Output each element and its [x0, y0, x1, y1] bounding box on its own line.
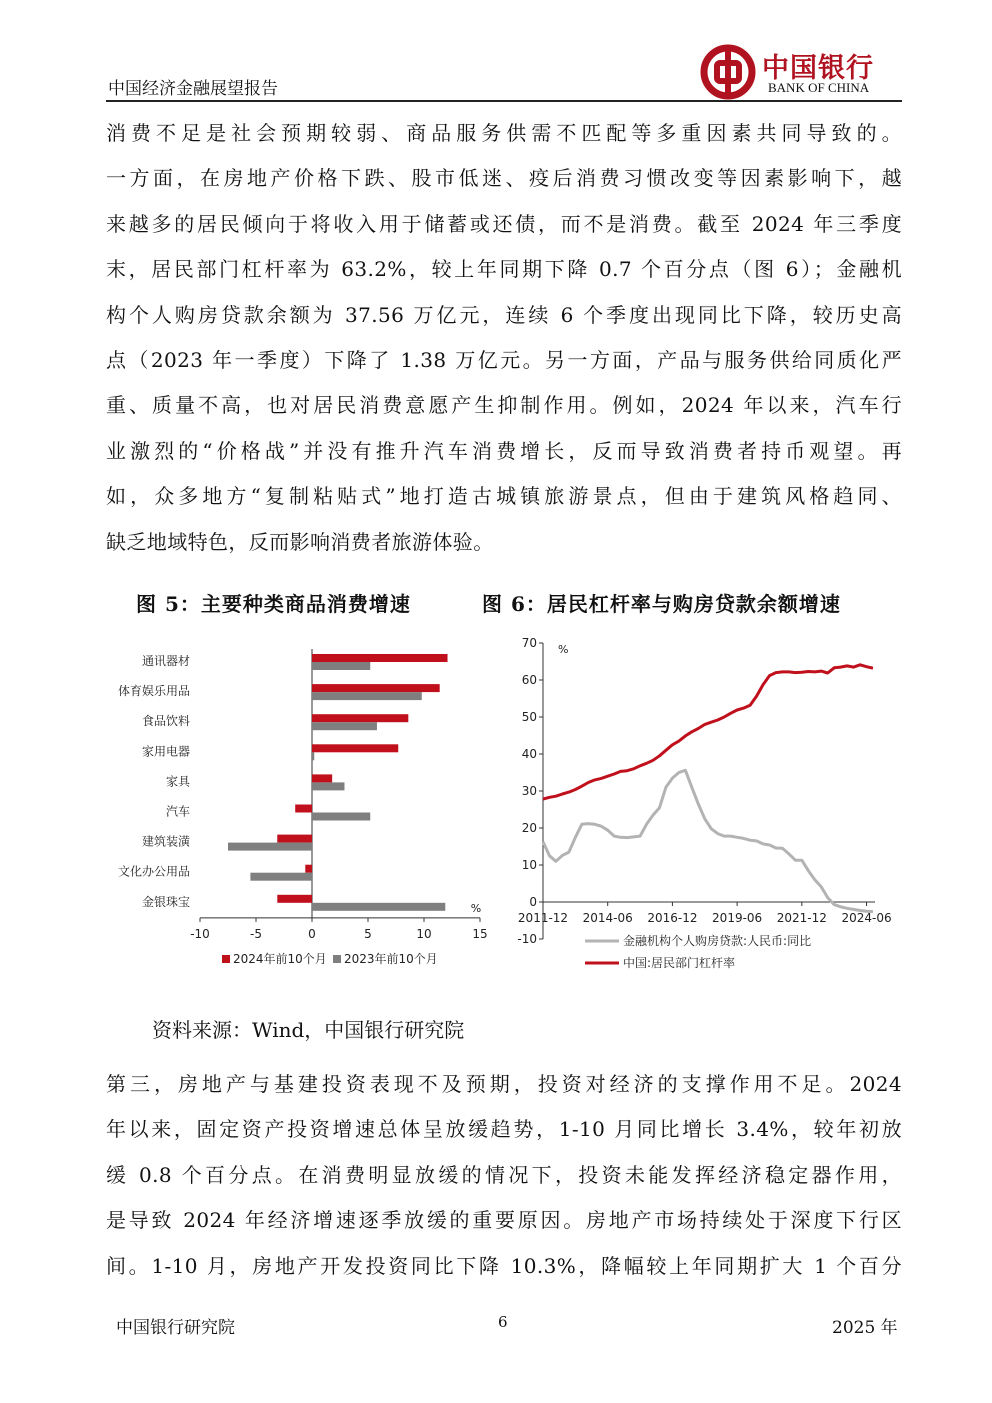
bar-2023: [228, 843, 312, 851]
category-label: 通讯器材: [141, 654, 190, 668]
y-tick-label: 70: [521, 636, 537, 650]
figure6-title: 图 6：居民杠杆率与购房贷款余额增速: [482, 592, 841, 616]
y-tick-label: 60: [521, 673, 537, 687]
category-label: 建筑装潢: [141, 834, 190, 849]
category-label: 家用电器: [141, 744, 190, 759]
bar-2024: [312, 684, 440, 692]
legend-swatch: [333, 955, 341, 963]
category-label: 金银珠宝: [141, 894, 190, 909]
header-rule: [106, 100, 902, 102]
x-tick-label: 2019-06: [712, 911, 763, 925]
bar-2023: [312, 692, 422, 700]
bank-of-china-logo: [700, 44, 900, 100]
paragraph-line: 构个人购房贷款余额为 37.56 万亿元，连续 6 个季度出现同比下降，较历史高: [106, 302, 902, 327]
boc-emblem-icon: [700, 44, 756, 100]
bar-2024: [295, 805, 312, 813]
paragraph-line: 如，众多地方“复制粘贴式”地打造古城镇旅游景点，但由于建筑风格趋同、: [106, 484, 902, 509]
paragraph-line: 重、质量不高，也对居民消费意愿产生抑制作用。例如，2024 年以来，汽车行: [106, 393, 902, 418]
y-unit-label: %: [558, 643, 569, 656]
figure6-line-chart: [505, 625, 900, 980]
y-tick-label: 20: [521, 821, 537, 835]
bar-2023: [250, 873, 312, 881]
y-tick-label: 10: [521, 858, 537, 872]
bar-2023: [312, 813, 370, 821]
x-tick-label: 2016-12: [647, 911, 698, 925]
x-tick-label: 10: [416, 926, 432, 941]
bar-2023: [312, 903, 445, 911]
logo-english-name: BANK OF CHINA: [768, 80, 870, 95]
bar-2023: [312, 752, 314, 760]
x-tick-label: -10: [190, 926, 210, 941]
x-tick-label: 0: [308, 926, 316, 941]
bar-2024: [312, 774, 332, 782]
paragraph-line: 末，居民部门杠杆率为 63.2%，较上年同期下降 0.7 个百分点（图 6）；金融机: [106, 257, 902, 282]
page-number: 6: [498, 1313, 508, 1331]
bar-2024: [305, 865, 312, 873]
bar-2024: [277, 895, 312, 903]
bar-2024: [277, 835, 312, 843]
paragraph-line: 是导致 2024 年经济增速逐季放缓的重要原因。房地产市场持续处于深度下行区: [106, 1208, 902, 1233]
y-tick-label: -10: [517, 932, 537, 946]
y-tick-label: 50: [521, 710, 537, 724]
household-leverage-line: [543, 665, 873, 799]
x-unit-label: %: [470, 901, 482, 915]
paragraph-line: 一方面，在房地产价格下跌、股市低迷、疫后消费习惯改变等因素影响下，越: [106, 166, 902, 191]
x-tick-label: 2011-12: [517, 911, 569, 925]
figure-source: 资料来源：Wind，中国银行研究院: [152, 1018, 465, 1042]
paragraph-line: 点（2023 年一季度）下降了 1.38 万亿元。另一方面，产品与服务供给同质化严: [106, 347, 902, 372]
y-tick-label: 30: [521, 784, 537, 798]
mortgage-growth-line: [543, 770, 873, 911]
legend-label: 2024年前10个月: [233, 952, 327, 966]
y-tick-label: 40: [521, 747, 537, 761]
paragraph-line: 业激烈的“价格战”并没有推升汽车消费增长，反而导致消费者持币观望。再: [106, 438, 902, 463]
paragraph-line: 来越多的居民倾向于将收入用于储蓄或还债，而不是消费。截至 2024 年三季度: [106, 211, 902, 236]
category-label: 家具: [165, 774, 190, 789]
bar-2024: [312, 714, 408, 722]
legend-label: 金融机构个人购房贷款:人民币:同比: [623, 934, 812, 948]
category-label: 汽车: [165, 804, 190, 819]
paragraph-line: 间。1-10 月，房地产开发投资同比下降 10.3%，降幅较上年同期扩大 1 个百分: [106, 1253, 902, 1278]
legend-swatch: [222, 955, 230, 963]
report-title: 中国经济金融展望报告: [108, 79, 278, 99]
footer-year: 2025 年: [832, 1318, 898, 1338]
y-tick-label: 0: [529, 895, 537, 909]
footer-institute: 中国银行研究院: [116, 1318, 235, 1338]
bar-2023: [312, 722, 377, 730]
body-paragraph-1: [106, 111, 902, 565]
bar-2023: [312, 662, 370, 670]
figure5-title: 图 5：主要种类商品消费增速: [136, 592, 411, 616]
legend-label: 中国:居民部门杠杆率: [623, 956, 736, 970]
category-label: 体育娱乐用品: [117, 684, 190, 699]
figure5-bar-chart: [100, 625, 490, 980]
category-label: 文化办公用品: [117, 864, 190, 879]
x-tick-label: 2014-06: [582, 911, 633, 925]
paragraph-line: 缓 0.8 个百分点。在消费明显放缓的情况下，投资未能发挥经济稳定器作用，: [106, 1162, 902, 1187]
paragraph-line: 消费不足是社会预期较弱、商品服务供需不匹配等多重因素共同导致的。: [106, 121, 902, 145]
legend-label: 2023年前10个月: [344, 952, 438, 966]
x-tick-label: -5: [250, 926, 262, 941]
bar-2024: [312, 654, 448, 662]
bar-2024: [312, 744, 398, 752]
x-tick-label: 2024-06: [841, 911, 892, 925]
bar-2023: [312, 782, 344, 790]
x-tick-label: 15: [472, 926, 488, 941]
paragraph-line: 缺乏地域特色，反而影响消费者旅游体验。: [106, 529, 494, 554]
paragraph-line: 第三，房地产与基建投资表现不及预期，投资对经济的支撑作用不足。2024: [106, 1072, 902, 1096]
paragraph-line: 年以来，固定资产投资增速总体呈放缓趋势，1-10 月同比增长 3.4%，较年初放: [106, 1117, 902, 1142]
x-tick-label: 5: [364, 926, 372, 941]
logo-chinese-name: 中国银行: [762, 53, 874, 84]
x-tick-label: 2021-12: [776, 911, 827, 925]
body-paragraph-2: [106, 1062, 902, 1289]
category-label: 食品饮料: [141, 714, 190, 729]
